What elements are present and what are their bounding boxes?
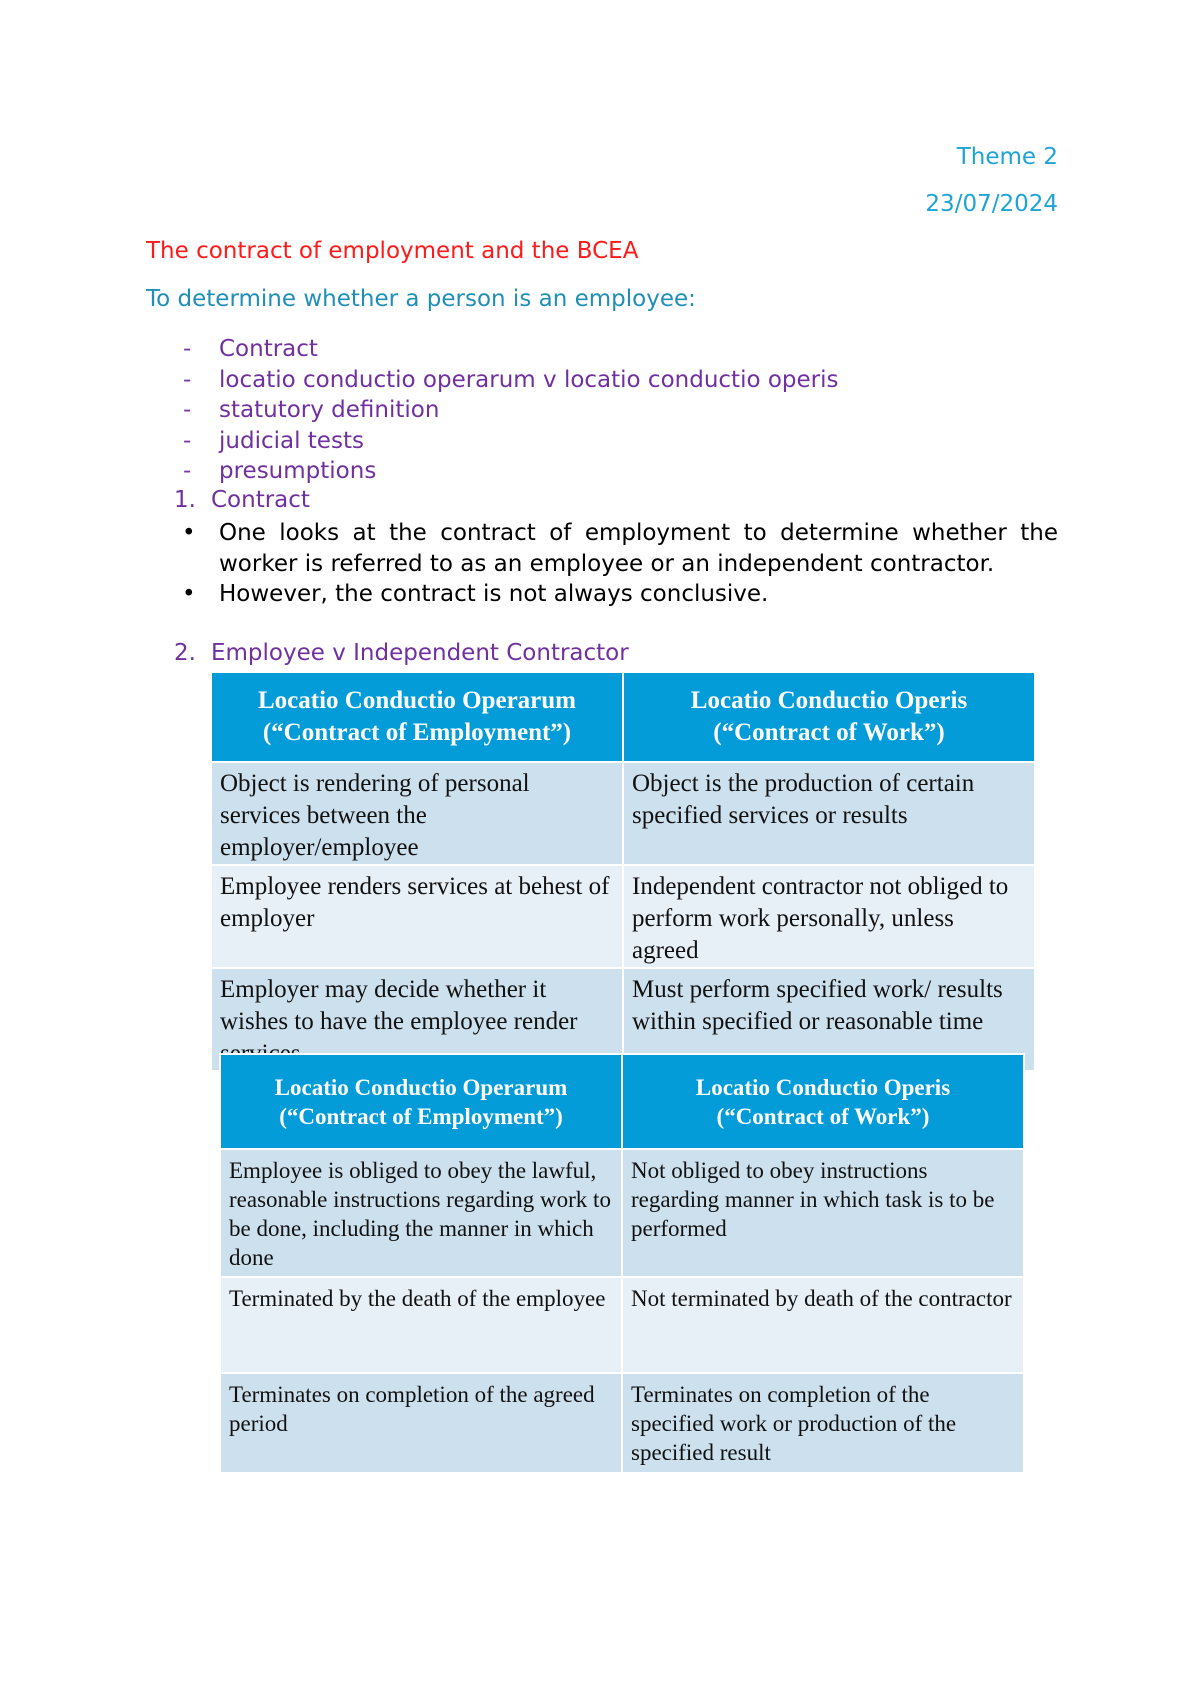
bullet-item: • One looks at the contract of employment to determine whether the worker is referred to as an employee or an independent contractor. [182,520,1058,577]
document-title: The contract of employment and the BCEA [146,238,639,264]
table-cell: Object is rendering of personal services between the employer/employee [211,762,623,865]
table-row [211,865,1035,968]
table-header-operis: Locatio Conductio Operis (“Contract of Work”) [622,1054,1024,1149]
table-cell: Object is the production of certain specified services or results [623,762,1035,865]
table-cell: Terminates on completion of the specified work or production of the specified result [622,1373,1024,1473]
bullet-list [178,518,1058,610]
table-row [220,1277,1024,1373]
comparison-table-1 [210,671,1036,1072]
table-row [220,1373,1024,1473]
criteria-item: - statutory definition [183,397,440,424]
section-heading-employee-v-contractor: 2. Employee v Independent Contractor [174,640,629,666]
table-header-operarum: Locatio Conductio Operarum (“Contract of Employment”) [220,1054,622,1149]
date-label: 23/07/2024 [925,191,1058,217]
table-cell: Terminates on completion of the agreed period [220,1373,622,1473]
table-cell: Not obliged to obey instructions regarding manner in which task is to be performed [622,1149,1024,1277]
table-row [211,762,1035,865]
document-subtitle: To determine whether a person is an employee: [146,286,696,312]
theme-label: Theme 2 [956,144,1058,170]
criteria-item: - locatio conductio operarum v locatio conductio operis [183,366,839,393]
table-cell: Must perform specified work/ results within specified or reasonable time [623,968,1035,1071]
table-cell: Employee is obliged to obey the lawful, reasonable instructions regarding work to be done, including the manner in which done [220,1149,622,1277]
table-row [220,1149,1024,1277]
table-header-operarum: Locatio Conductio Operarum (“Contract of Employment”) [211,672,623,762]
table-cell: Employer may decide whether it wishes to have the employee render [211,968,623,1071]
criteria-list [146,334,839,487]
section-heading-contract: 1. Contract [174,487,310,513]
table-cell: Employee renders services at behest of employer [211,865,623,968]
table-header-operis: Locatio Conductio Operis (“Contract of Work”) [623,672,1035,762]
comparison-table-2 [219,1053,1025,1474]
criteria-item: - Contract [183,336,318,362]
criteria-item: - presumptions [183,458,377,485]
criteria-item: - judicial tests [183,427,364,454]
bullet-item: • However, the contract is not always conclusive. [182,581,769,608]
table-cell: Terminated by the death of the employee [220,1277,622,1373]
table-cell: Not terminated by death of the contractor [622,1277,1024,1373]
table-cell: Independent contractor not obliged to perform work personally, unless agreed [623,865,1035,968]
